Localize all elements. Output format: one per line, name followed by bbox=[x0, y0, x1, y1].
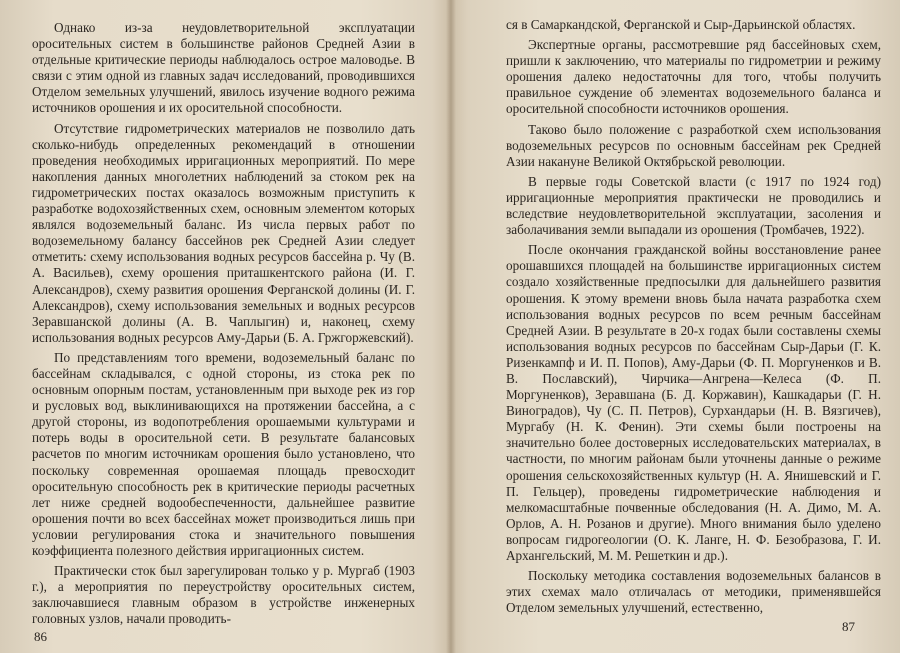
right-paragraph-5: Поскольку методика составления водоземельных балансов в этих схемах мало отличалась от методики, применявшейся Отделом земельных улучшений, естественно, bbox=[506, 568, 881, 616]
right-page-number: 87 bbox=[842, 619, 855, 634]
left-paragraph-4: Практически сток был зарегулирован только у р. Мургаб (1903 г.), а мероприятия по переустройству оросительных систем, заключавшиеся главным образом в устройстве инженерных головных узлов, начали проводить- bbox=[32, 563, 415, 627]
left-page-number: 86 bbox=[34, 629, 47, 644]
right-paragraph-3: В первые годы Советской власти (с 1917 по 1924 год) ирригационные мероприятия практически не проводились и вследствие неудовлетворительной эксплуатации, засоления и заболачивания земли выпадали из орошения (Тромбачев, 1922). bbox=[506, 173, 881, 238]
left-page-text bbox=[32, 20, 415, 631]
right-paragraph-4: После окончания гражданской войны восстановление ранее орошавшихся площадей на большинстве ирригационных систем создало хозяйственные предпосылки для дальнейшего развития орошения. К этому времени вновь была начата разработка схем использования водных ресурсов по всем речным бассейнам Средней Азии. В результате в 20-х годах были составлены схемы использования водных ресурсов по бассейнам Сыр-Дарьи (Г. К. Ризенкампф и И. П. Попов), Аму-Дарьи (Ф. П. Моргуненков и В. В. Пославский), Чирчика—Ангрена—Келеса (Ф. П. Моргуненков), Зеравшана (Б. Д. Коржавин), Кашкадарьи (Г. Н. Виноградов), Чу (С. П. Петров), Сурхандарьи (Н. В. Вязгичев), Мургабу (Н. К. Фенин). Эти схемы были построены на значительно более достоверных исследовательских материалах, в частности, по многим районам были уточнены данные о режиме орошения сельскохозяйственных культур (Н. А. Янишевский и Г. П. Гельцер), проведены гидрометрические наблюдения и мелкомасштабные почвенные обследования (Н. А. Димо, М. А. Орлов, А. Н. Розанов и другие). Много внимания было уделено вопросам гидрогеологии (О. К. Ланге, Н. Ф. Безобразова, Г. И. Архангельский, М. М. Решеткин и др.). bbox=[506, 242, 881, 563]
left-paragraph-1: Однако из-за неудовлетворительной эксплуатации оросительных систем в большинстве районов Средней Азии в отдельные критические периоды наблюдалось острое маловодье. В связи с этим одной из главных задач исследований, проводившихся Отделом земельных улучшений, явилось изучение водного режима источников орошения и их оросительной способности. bbox=[32, 20, 415, 116]
right-page-text bbox=[506, 17, 881, 620]
left-paragraph-3: По представлениям того времени, водоземельный баланс по бассейнам складывался, с одной стороны, из стока рек по основным опорным постам, установленным при выходе рек из гор и русловых вод, выклинивающихся на протяжении бассейна, а с другой стороны, из водопотребления орошаемыми культурами и потерь воды в оросительной сети. В результате балансовых расчетов по многим источникам орошения было установлено, что поскольку современная орошаемая площадь превосходит оросительную способность рек в критические периоды расчетных лет ниже средней водообеспеченности, дальнейшее развитие орошения почти во всех бассейнах может производиться лишь при условии регулирования стока и значительного повышения коэффициента полезного действия ирригационных систем. bbox=[32, 349, 415, 558]
right-paragraph-1: Экспертные органы, рассмотревшие ряд бассейновых схем, пришли к заключению, что материалы по гидрометрии и режиму орошения далеко недостаточны для того, чтобы получить правильное суждение об элементах водоземельного баланса и оросительной способности источников орошения. bbox=[506, 37, 881, 117]
left-page bbox=[0, 0, 448, 653]
left-paragraph-2: Отсутствие гидрометрических материалов не позволило дать сколько-нибудь определенных рекомендаций в отношении проведения необходимых ирригационных мероприятий. По мере накопления данных многолетних наблюдений за стоком рек на гидрометрических постах оказалось возможным приступить к разработке водохозяйственных схем, основным элементом которых являлся водоземельный баланс. Из числа первых работ по водоземельному балансу бассейнов рек Средней Азии следует отметить: схему использования водных ресурсов бассейна р. Чу (В. А. Васильев), схему орошения приташкентского района (И. Г. Александров), схему развития орошения Ферганской долины (И. Г. Александров), схему использования земельных и водных ресурсов Зеравшанской долины (А. В. Чаплыгин) и, наконец, схему использования водных ресурсов Аму-Дарьи (Б. А. Гржгоржевский). bbox=[32, 120, 415, 345]
right-page bbox=[452, 0, 900, 653]
right-continuation-paragraph: ся в Самаркандской, Ферганской и Сыр-Дарьинской областях. bbox=[506, 17, 856, 32]
right-paragraph-2: Таково было положение с разработкой схем использования водоземельных ресурсов по основным бассейнам рек Средней Азии накануне Великой Октябрьской революции. bbox=[506, 121, 881, 169]
